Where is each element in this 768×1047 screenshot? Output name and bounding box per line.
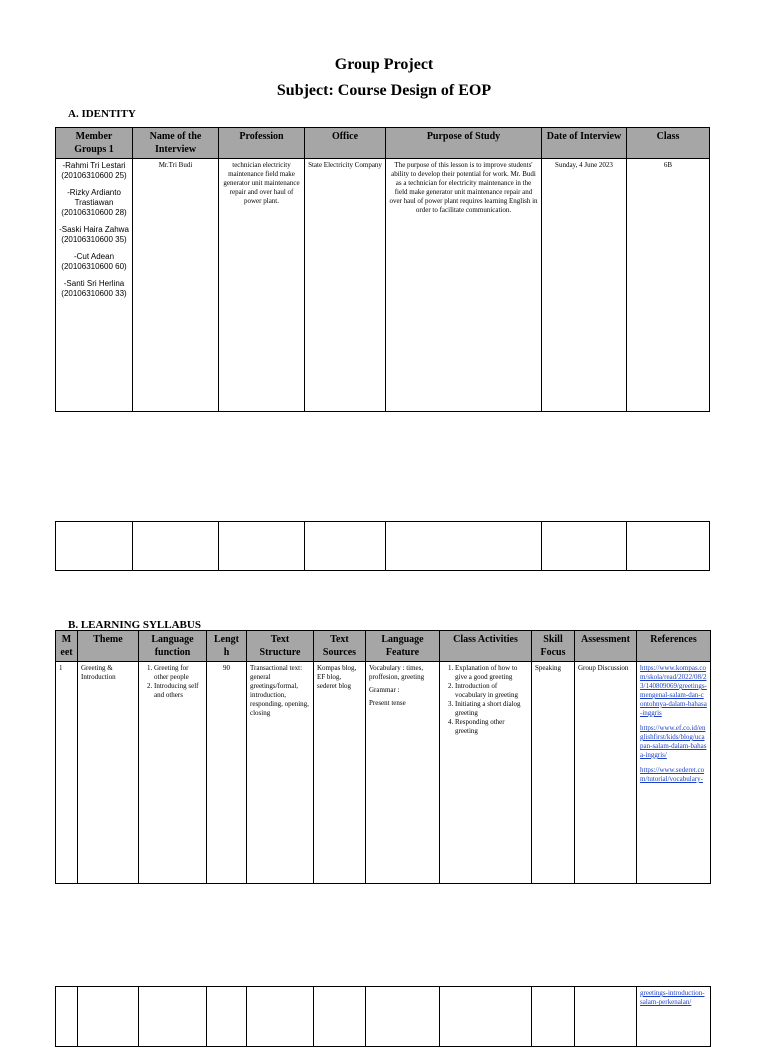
col-language-feature: Language Feature: [366, 631, 440, 662]
identity-data-row: [56, 159, 710, 412]
col-date: Date of Interview: [542, 128, 627, 159]
theme-cell: Greeting & Introduction: [78, 662, 139, 884]
grammar-text: Present tense: [369, 699, 406, 707]
syllabus-table: [55, 630, 711, 884]
member-item: -Saski Haira Zahwa (20106310600 35): [59, 225, 129, 244]
col-purpose: Purpose of Study: [386, 128, 542, 159]
syllabus-section-title: B. LEARNING SYLLABUS: [68, 619, 201, 631]
office-cell: State Electricity Company: [305, 159, 386, 412]
col-references: References: [637, 631, 711, 662]
col-name-of-interview: Name of the Interview: [133, 128, 219, 159]
col-theme: Theme: [78, 631, 139, 662]
document-subject: Subject: Course Design of EOP: [276, 82, 492, 99]
language-function-cell: [139, 662, 207, 884]
col-member-groups: Member Groups 1: [56, 128, 133, 159]
col-assessment: Assessment: [575, 631, 637, 662]
identity-header-row: [56, 128, 710, 159]
continued-row: [56, 987, 711, 1047]
syllabus-header-row: [56, 631, 711, 662]
identity-table: [55, 127, 710, 412]
text-sources-cell: Kompas blog, EF blog, sederet blog: [314, 662, 366, 884]
text-structure-cell: Transactional text: general greetings/formal, introduction, responding, opening, closing: [247, 662, 314, 884]
list-item: 3. Initiating a short dialog greeting: [455, 700, 528, 718]
col-length: Lengt h: [207, 631, 247, 662]
identity-table-continued: [55, 521, 710, 571]
length-cell: 90: [207, 662, 247, 884]
member-item: -Cut Adean (20106310600 60): [61, 252, 127, 271]
assessment-cell: Group Discussion: [575, 662, 637, 884]
list-item: 2. Introducing self and others: [154, 682, 203, 700]
vocabulary-text: Vocabulary : times, proffesion, greeting: [369, 664, 425, 681]
members-cell: [56, 159, 133, 412]
col-text-sources: Text Sources: [314, 631, 366, 662]
profession-cell: technician electricity maintenance field make generator unit maintenance repair and over haul of power plant.: [219, 159, 305, 412]
col-text-structure: Text Structure: [247, 631, 314, 662]
reference-link[interactable]: https://www.kompas.com/skola/read/2022/08/23/140809069/greetings-mengenal-salam-dan-contohnya-dalam-bahasa-inggris: [640, 664, 707, 717]
col-class-activities: Class Activities: [440, 631, 532, 662]
date-cell: Sunday, 4 June 2023: [542, 159, 627, 412]
col-language-function: Language function: [139, 631, 207, 662]
class-activities-cell: [440, 662, 532, 884]
list-item: 1. Greeting for other people: [154, 664, 203, 682]
skill-focus-cell: Speaking: [532, 662, 575, 884]
list-item: 1. Explanation of how to give a good greeting: [455, 664, 528, 682]
empty-row: [56, 522, 710, 571]
references-cell: [637, 662, 711, 884]
col-profession: Profession: [219, 128, 305, 159]
class-cell: 6B: [627, 159, 710, 412]
meet-cell: 1: [56, 662, 78, 884]
reference-link[interactable]: https://www.sederet.com/tutorial/vocabulary-: [640, 766, 705, 783]
member-item: -Rahmi Tri Lestari (20106310600 25): [61, 161, 127, 180]
syllabus-table-continued: [55, 986, 711, 1047]
document-title: Group Project: [334, 56, 434, 73]
reference-link-continued[interactable]: greetings-introduction-salam-perkenalan/: [640, 989, 705, 1006]
language-feature-cell: [366, 662, 440, 884]
member-item: -Rizky Ardianto Trastiawan (20106310600 28): [61, 188, 127, 217]
list-item: 2. Introduction of vocabulary in greeting: [455, 682, 528, 700]
col-class: Class: [627, 128, 710, 159]
member-item: -Santi Sri Herlina (20106310600 33): [61, 279, 127, 298]
col-meet: M eet: [56, 631, 78, 662]
col-skill-focus: Skill Focus: [532, 631, 575, 662]
references-continued-cell: [637, 987, 711, 1047]
reference-link[interactable]: https://www.ef.co.id/englishfirst/kids/blog/ucapan-salam-dalam-bahasa-inggris/: [640, 724, 707, 759]
identity-section-title: A. IDENTITY: [68, 108, 136, 120]
list-item: 4. Responding other greeting: [455, 718, 528, 736]
col-office: Office: [305, 128, 386, 159]
grammar-label: Grammar :: [369, 686, 400, 694]
syllabus-row: [56, 662, 711, 884]
interviewee-cell: Mr.Tri Budi: [133, 159, 219, 412]
purpose-cell: The purpose of this lesson is to improve students' ability to develop their potential for work. Mr. Budi as a technician for electricity maintenance in the field make generator unit maintenance repair and over haul of power plant requires learning English in order to facilitate communication.: [386, 159, 542, 412]
